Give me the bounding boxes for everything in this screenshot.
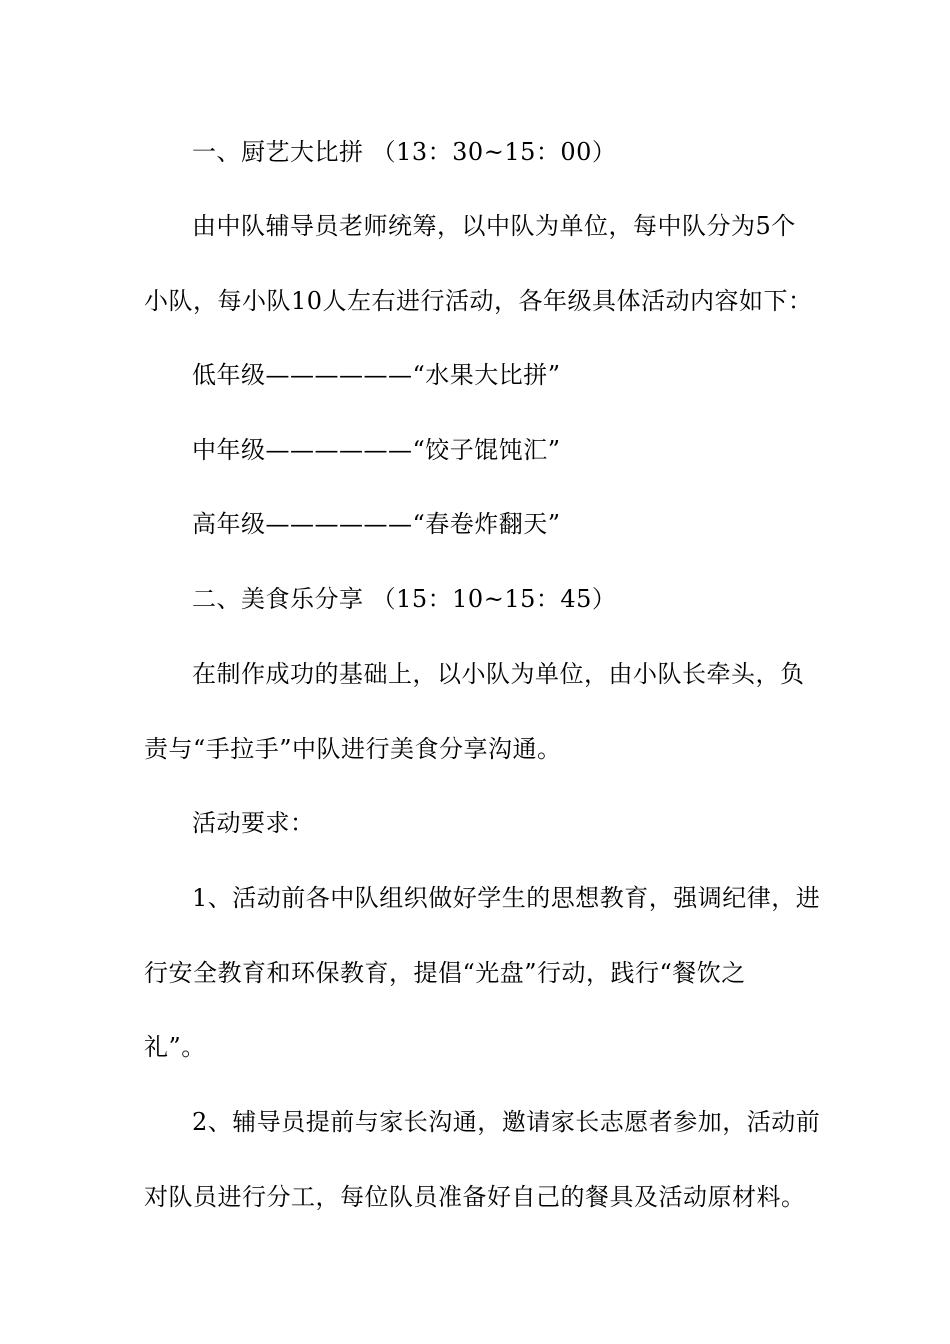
- grade-activity-low: 低年级——————“水果大比拼”: [192, 361, 561, 389]
- section-heading-cooking-contest: 一、厨艺大比拼 （13：30~15：00）: [192, 138, 617, 166]
- grade-activity-middle: 中年级——————“饺子馄饨汇”: [192, 436, 561, 464]
- requirement-line: 礼”。: [144, 1033, 206, 1061]
- requirement-line: 2、辅导员提前与家长沟通，邀请家长志愿者参加，活动前: [192, 1108, 821, 1136]
- requirement-line: 行安全教育和环保教育，提倡“光盘”行动，践行“餐饮之: [144, 959, 746, 987]
- paragraph-line: 责与“手拉手”中队进行美食分享沟通。: [144, 735, 562, 763]
- requirement-line: 1、活动前各中队组织做好学生的思想教育，强调纪律，进: [192, 884, 821, 912]
- paragraph-line: 在制作成功的基础上，以小队为单位，由小队长牵头，负: [192, 660, 805, 688]
- grade-activity-high: 高年级——————“春卷炸翻天”: [192, 510, 561, 538]
- paragraph-line: 小队，每小队10人左右进行活动，各年级具体活动内容如下：: [144, 287, 813, 315]
- section-heading-food-sharing: 二、美食乐分享 （15：10~15：45）: [192, 585, 617, 613]
- requirement-line: 对队员进行分工，每位队员准备好自己的餐具及活动原材料。: [144, 1183, 806, 1211]
- requirements-heading: 活动要求：: [192, 809, 315, 837]
- paragraph-line: 由中队辅导员老师统筹，以中队为单位，每中队分为5个: [192, 212, 796, 240]
